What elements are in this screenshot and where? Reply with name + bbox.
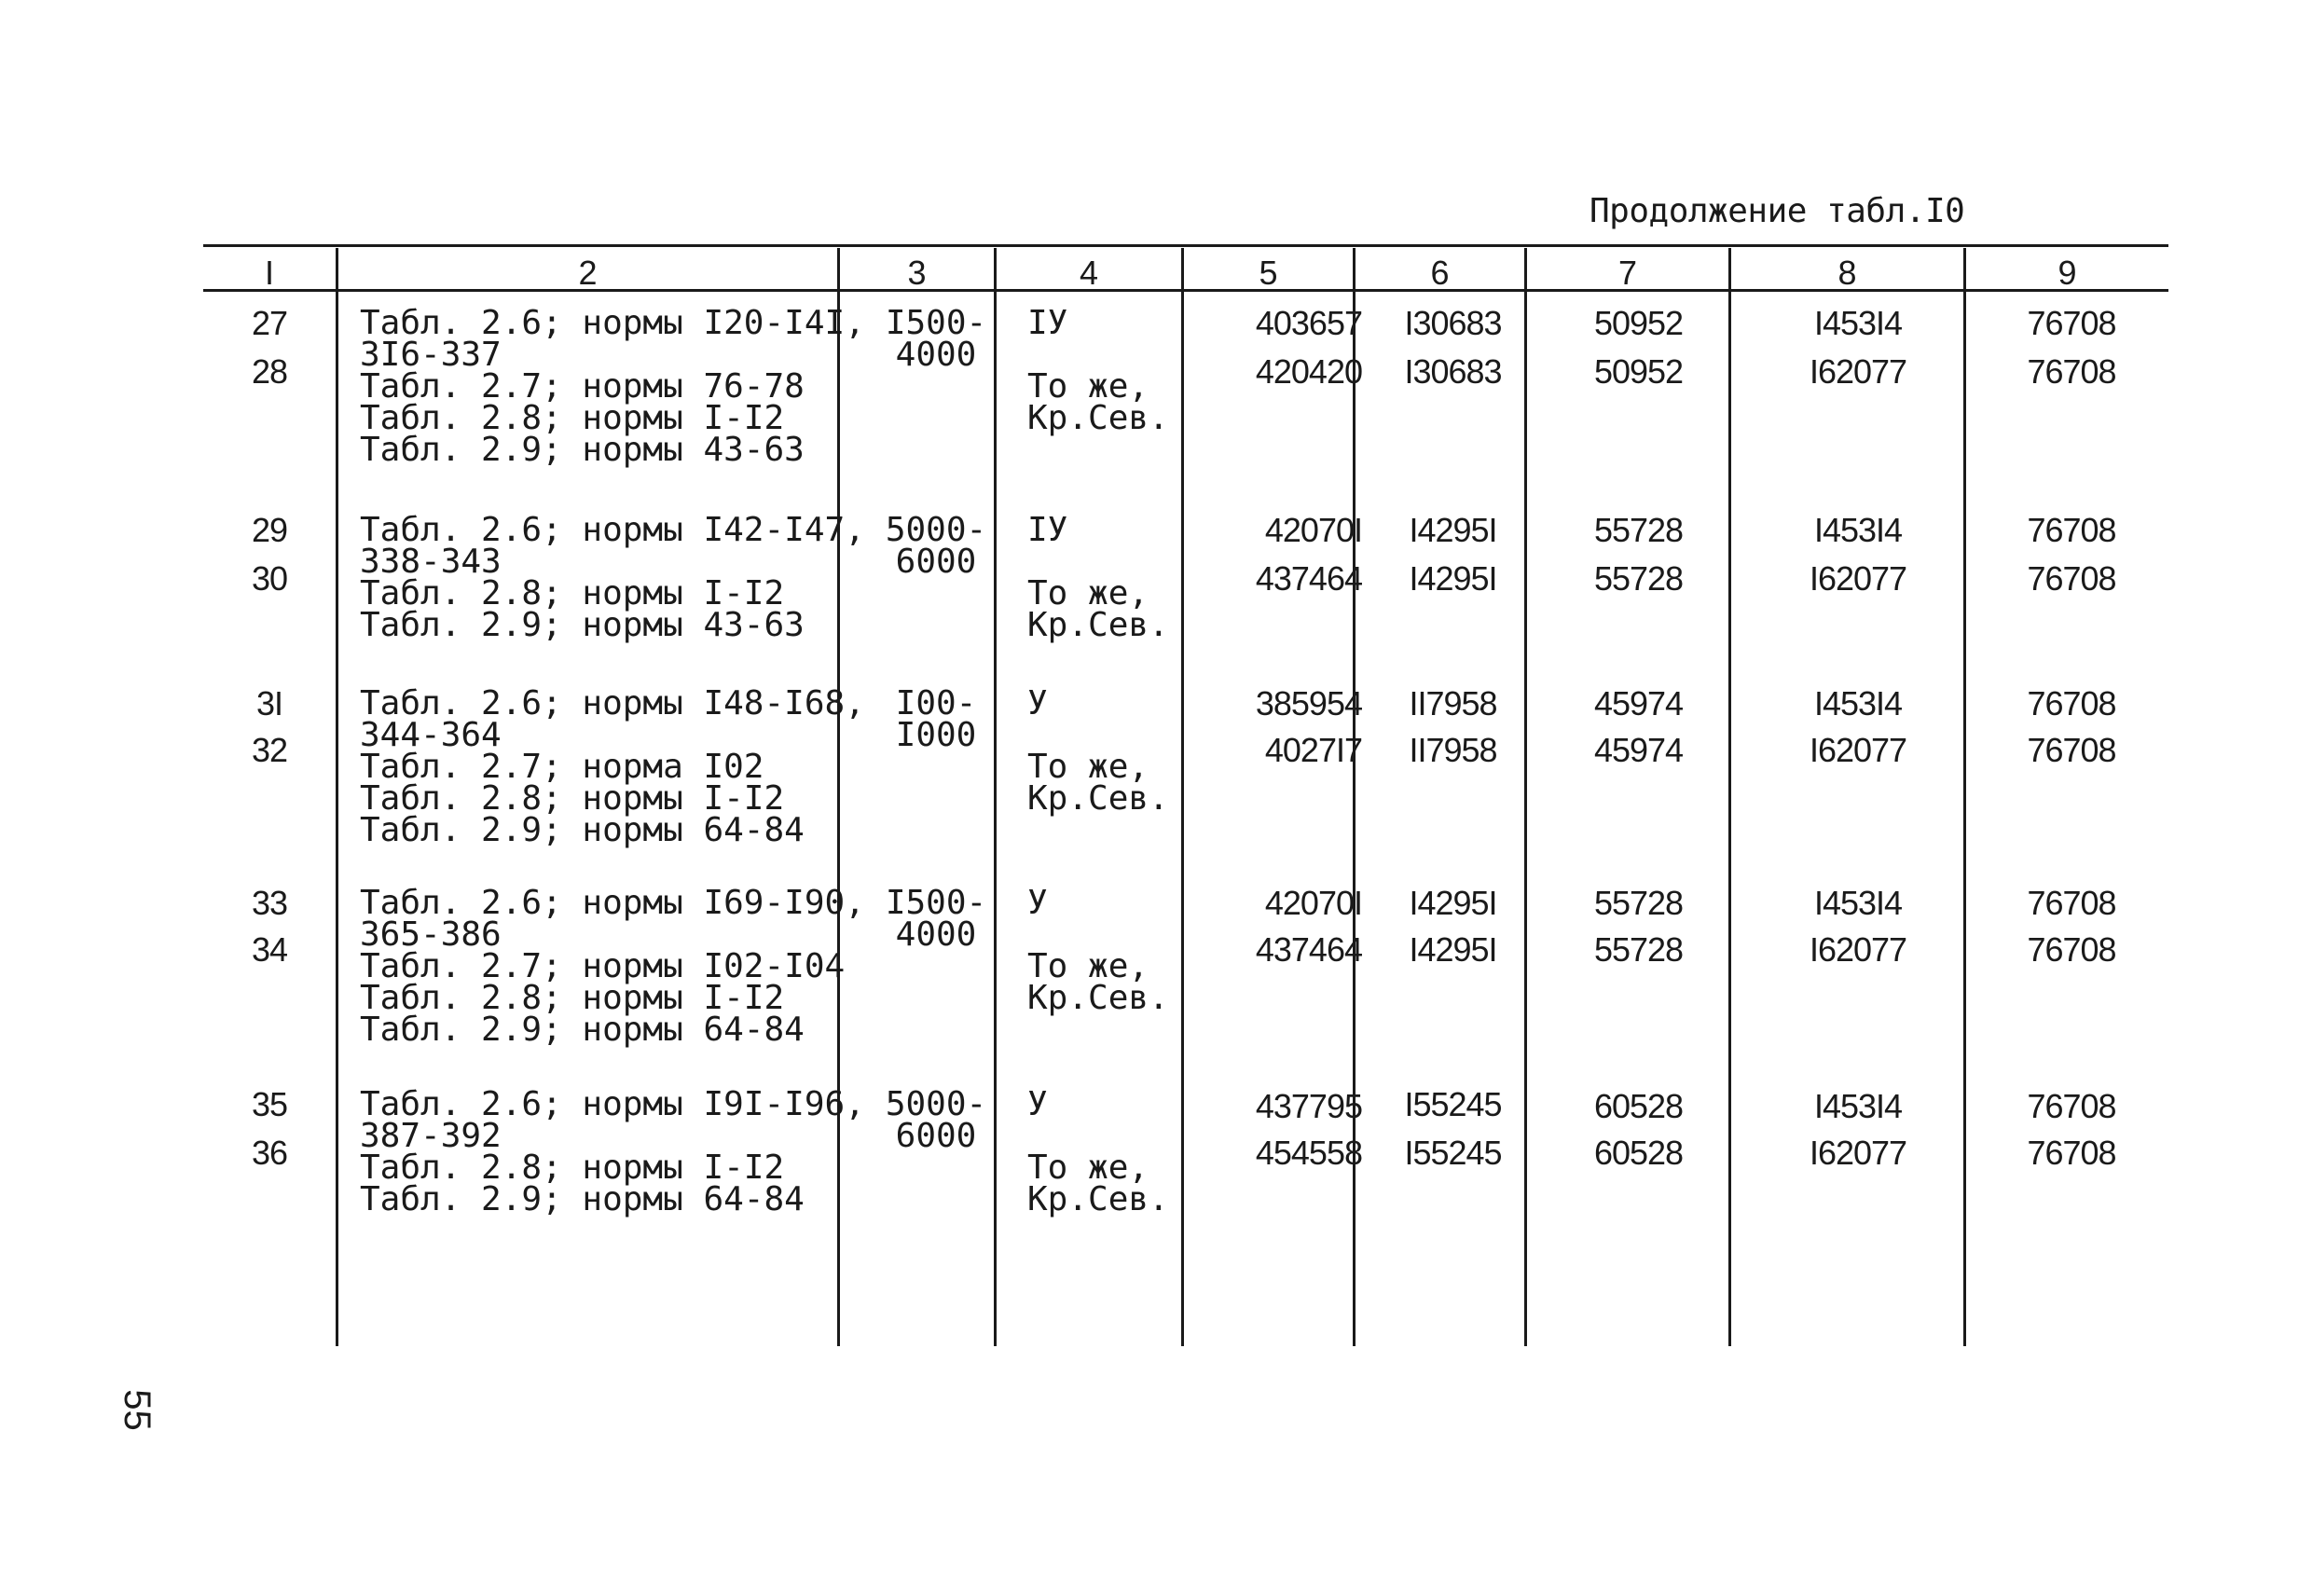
- value-col8: I62077: [1809, 559, 1907, 598]
- table-row-group: [203, 681, 2168, 876]
- value-col8: I62077: [1809, 1134, 1907, 1172]
- value-col8: I453I4: [1813, 511, 1903, 549]
- value-col5: 403657: [1255, 304, 1362, 342]
- value-col7: 45974: [1593, 731, 1684, 769]
- row-number: 32: [251, 731, 288, 769]
- value-col7: 50952: [1593, 352, 1684, 391]
- row-number: 28: [251, 352, 288, 391]
- column-header: 2: [578, 254, 598, 292]
- table-row-group: [203, 300, 2168, 496]
- row-number: 3I: [255, 684, 283, 722]
- value-col7: 50952: [1593, 304, 1684, 342]
- value-col6: I4295I: [1409, 884, 1497, 922]
- range-value: I500- 4000: [885, 884, 987, 954]
- value-col5: 42070I: [1264, 511, 1362, 549]
- value-col6: II7958: [1409, 731, 1497, 769]
- range-value: 5000- 6000: [885, 1085, 987, 1155]
- column-header: 4: [1079, 254, 1099, 292]
- value-col8: I62077: [1809, 930, 1907, 969]
- value-col8: I453I4: [1813, 884, 1903, 922]
- value-col9: 76708: [2027, 1087, 2116, 1125]
- column-header: 3: [907, 254, 927, 292]
- range-value: I500- 4000: [885, 304, 987, 374]
- value-col9: 76708: [2027, 684, 2116, 722]
- row-number: 35: [251, 1085, 288, 1123]
- value-col7: 55728: [1593, 559, 1684, 598]
- value-col6: I4295I: [1409, 930, 1497, 969]
- value-col6: I30683: [1404, 352, 1502, 391]
- value-col7: 55728: [1593, 511, 1684, 549]
- column-header: 8: [1837, 254, 1857, 292]
- row-number: 36: [251, 1134, 288, 1172]
- value-col9: 76708: [2027, 884, 2116, 922]
- page-number: 55: [116, 1389, 158, 1431]
- value-col5: 437464: [1255, 559, 1362, 598]
- value-col6: I55245: [1404, 1085, 1502, 1123]
- region-value: У То же, Кр.Сев.: [1027, 1085, 1169, 1218]
- norm-references: Табл. 2.6; нормы I20-I4I, 3I6-337 Табл. 2.7; нормы 76-78 Табл. 2.8; нормы I-I2 Табл. 2.9; нормы 43-63: [360, 304, 865, 469]
- value-col6: II7958: [1409, 684, 1497, 722]
- value-col9: 76708: [2027, 731, 2116, 769]
- range-value: I00- I000: [895, 684, 977, 754]
- norm-references: Табл. 2.6; нормы I69-I90, 365-386 Табл. 2.7; нормы I02-I04 Табл. 2.8; нормы I-I2 Табл. 2.9; нормы 64-84: [360, 884, 865, 1049]
- row-number: 34: [251, 930, 288, 969]
- region-value: IУ То же, Кр.Сев.: [1027, 511, 1169, 644]
- value-col9: 76708: [2027, 352, 2116, 391]
- value-col5: 420420: [1255, 352, 1362, 391]
- table-row-group: [203, 1081, 2168, 1277]
- norm-references: Табл. 2.6; нормы I42-I47, 338-343 Табл. 2.8; нормы I-I2 Табл. 2.9; нормы 43-63: [360, 511, 865, 644]
- value-col8: I453I4: [1813, 684, 1903, 722]
- table-caption: Продолжение табл.I0: [1590, 192, 1965, 230]
- region-value: У То же, Кр.Сев.: [1027, 684, 1169, 818]
- column-header: 5: [1259, 254, 1278, 292]
- value-col8: I62077: [1809, 352, 1907, 391]
- value-col5: 437464: [1255, 930, 1362, 969]
- value-col7: 55728: [1593, 930, 1684, 969]
- value-col6: I55245: [1404, 1134, 1502, 1172]
- region-value: У То же, Кр.Сев.: [1027, 884, 1169, 1017]
- value-col5: 454558: [1255, 1134, 1362, 1172]
- data-table: [203, 244, 2168, 1346]
- column-header: I: [264, 254, 274, 292]
- value-col6: I4295I: [1409, 511, 1497, 549]
- value-col5: 385954: [1255, 684, 1362, 722]
- value-col6: I30683: [1404, 304, 1502, 342]
- table-row-group: [203, 880, 2168, 1076]
- value-col9: 76708: [2027, 559, 2116, 598]
- value-col7: 55728: [1593, 884, 1684, 922]
- norm-references: Табл. 2.6; нормы I9I-I96, 387-392 Табл. 2.8; нормы I-I2 Табл. 2.9; нормы 64-84: [360, 1085, 865, 1218]
- value-col9: 76708: [2027, 1134, 2116, 1172]
- value-col8: I62077: [1809, 731, 1907, 769]
- value-col7: 60528: [1593, 1087, 1684, 1125]
- value-col9: 76708: [2027, 304, 2116, 342]
- row-number: 29: [251, 511, 288, 549]
- value-col5: 4027I7: [1264, 731, 1362, 769]
- norm-references: Табл. 2.6; нормы I48-I68, 344-364 Табл. 2.7; норма I02 Табл. 2.8; нормы I-I2 Табл. 2.9; нормы 64-84: [360, 684, 865, 849]
- column-header: 6: [1430, 254, 1450, 292]
- row-number: 27: [251, 304, 288, 342]
- column-header: 9: [2057, 254, 2077, 292]
- value-col6: I4295I: [1409, 559, 1497, 598]
- region-value: IУ То же, Кр.Сев.: [1027, 304, 1169, 437]
- value-col8: I453I4: [1813, 304, 1903, 342]
- column-header: 7: [1617, 254, 1638, 292]
- value-col5: 42070I: [1264, 884, 1362, 922]
- row-number: 33: [251, 884, 288, 922]
- table-row-group: [203, 507, 2168, 703]
- range-value: 5000- 6000: [885, 511, 987, 581]
- value-col8: I453I4: [1813, 1087, 1903, 1125]
- value-col9: 76708: [2027, 511, 2116, 549]
- value-col7: 45974: [1593, 684, 1684, 722]
- value-col5: 437795: [1255, 1087, 1362, 1125]
- row-number: 30: [251, 559, 288, 598]
- table-top-rule: [203, 244, 2168, 247]
- value-col9: 76708: [2027, 930, 2116, 969]
- value-col7: 60528: [1593, 1134, 1684, 1172]
